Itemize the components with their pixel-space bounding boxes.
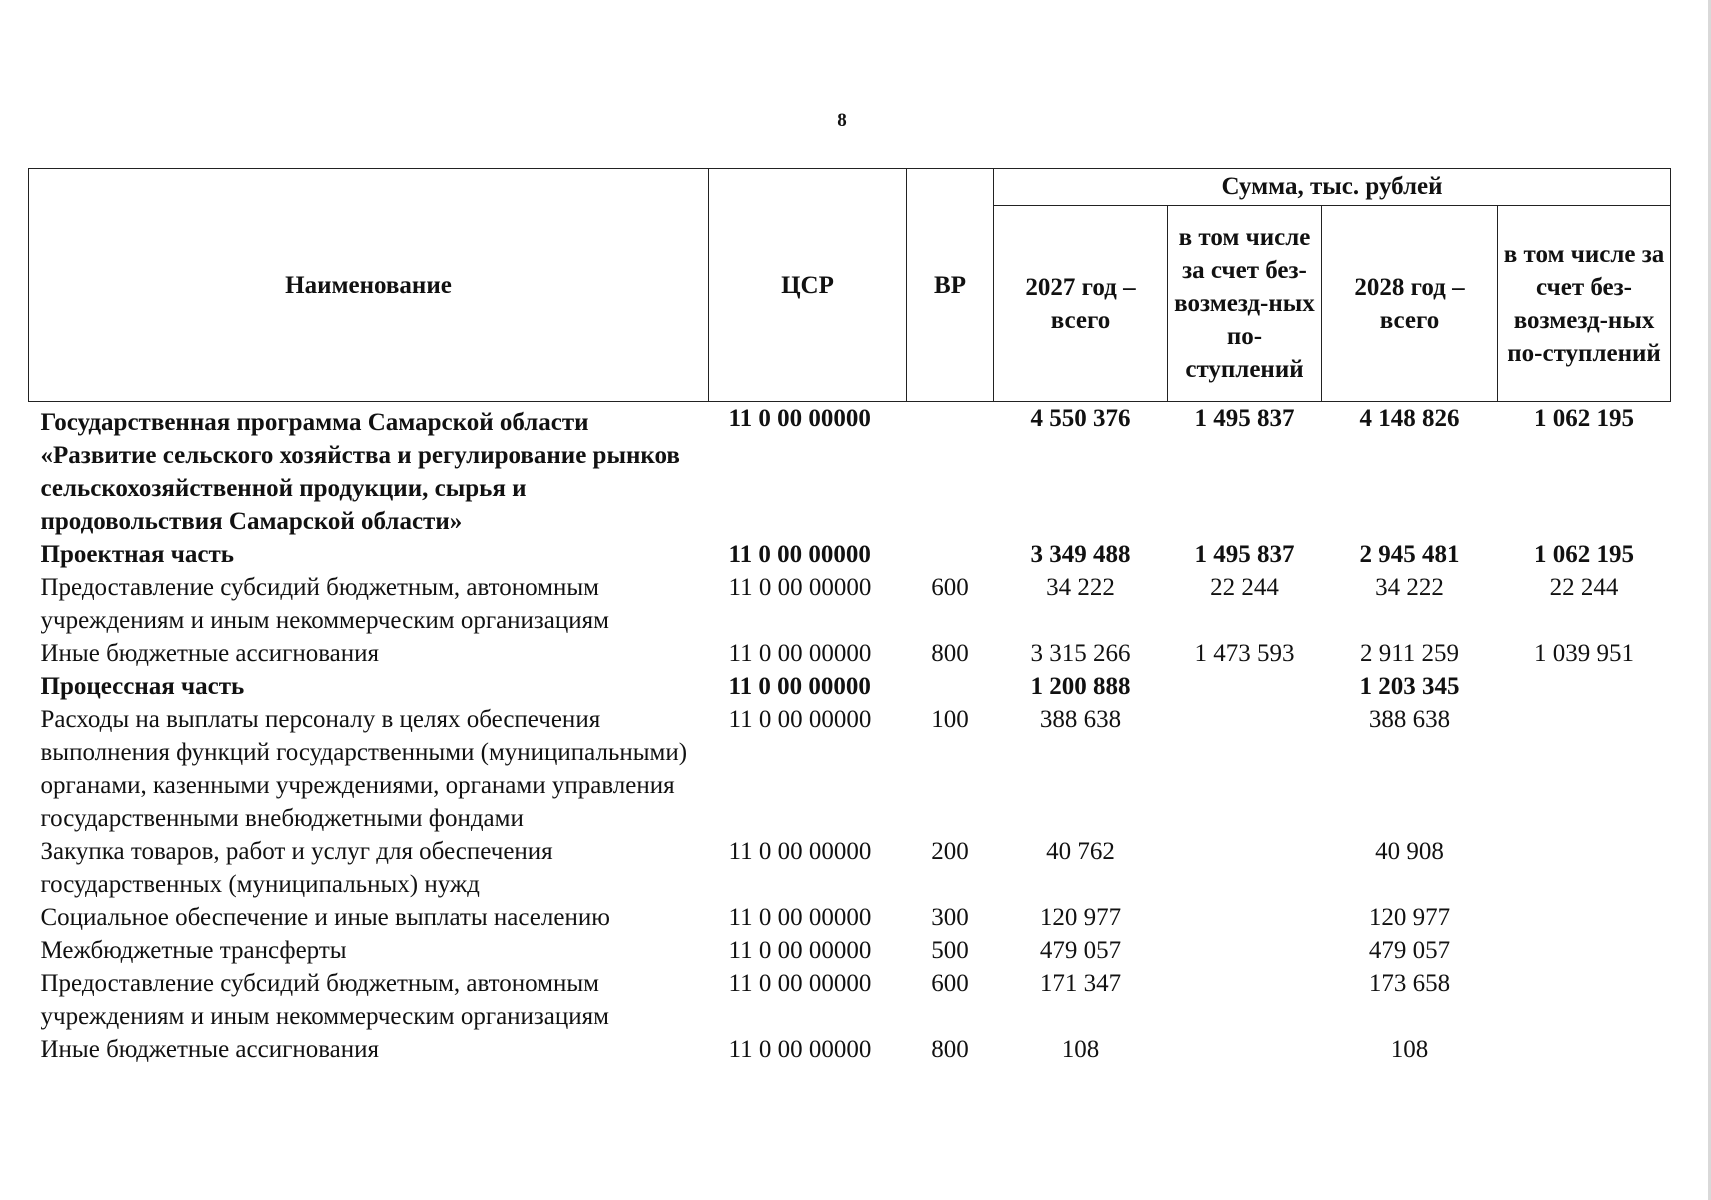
cell-name: Проектная часть bbox=[40, 541, 235, 568]
cell-vr: 300 bbox=[931, 904, 969, 931]
cell-2028-total: 173 658 bbox=[1368, 970, 1451, 997]
cell-csr: 11 0 00 00000 bbox=[728, 706, 872, 733]
cell-2027-grants bbox=[1168, 967, 1322, 1033]
cell-vr: 500 bbox=[931, 937, 969, 964]
cell-csr: 11 0 00 00000 bbox=[728, 838, 872, 865]
cell-name: Расходы на выплаты персоналу в целях обеспечения выполнения функций государственными (муниципальными) органами, казенными учреждениями, органами управления государственными внебюджетными фондами bbox=[40, 706, 688, 832]
cell-2027-total: 34 222 bbox=[1046, 574, 1115, 601]
cell-csr: 11 0 00 00000 bbox=[728, 673, 871, 700]
cell-csr: 11 0 00 00000 bbox=[728, 970, 872, 997]
cell-2027-grants: 1 495 837 bbox=[1194, 541, 1295, 568]
cell-vr bbox=[907, 402, 994, 539]
cell-vr bbox=[907, 538, 994, 571]
cell-2027-total: 108 bbox=[1061, 1036, 1100, 1063]
table-row bbox=[29, 835, 1671, 901]
cell-2027-total: 1 200 888 bbox=[1030, 673, 1131, 700]
cell-2028-total: 2 945 481 bbox=[1359, 541, 1460, 568]
cell-2027-total: 3 349 488 bbox=[1030, 541, 1131, 568]
cell-2027-total: 171 347 bbox=[1039, 970, 1122, 997]
cell-2027-grants bbox=[1168, 901, 1322, 934]
page-number: 8 bbox=[837, 110, 847, 131]
header-2027-grants: в том числе за счет без-возмезд-ных по-ступлений bbox=[1168, 206, 1322, 402]
cell-csr: 11 0 00 00000 bbox=[728, 1036, 872, 1063]
cell-name: Социальное обеспечение и иные выплаты населению bbox=[40, 904, 610, 931]
cell-name: Предоставление субсидий бюджетным, автономным учреждениям и иным некоммерческим организациям bbox=[40, 970, 609, 1030]
cell-2027-grants: 1 473 593 bbox=[1194, 640, 1295, 667]
header-2028-total: 2028 год – всего bbox=[1322, 206, 1498, 402]
cell-2028-grants bbox=[1498, 901, 1671, 934]
table-row bbox=[29, 967, 1671, 1033]
cell-csr: 11 0 00 00000 bbox=[728, 541, 871, 568]
budget-table bbox=[28, 168, 1671, 1066]
cell-name: Закупка товаров, работ и услуг для обеспечения государственных (муниципальных) нужд bbox=[40, 838, 553, 898]
cell-vr: 800 bbox=[931, 640, 969, 667]
cell-2027-total: 120 977 bbox=[1039, 904, 1122, 931]
cell-vr: 600 bbox=[931, 970, 969, 997]
cell-2028-grants bbox=[1498, 670, 1671, 703]
cell-2027-total: 40 762 bbox=[1046, 838, 1115, 865]
table-row bbox=[29, 1033, 1671, 1066]
header-2028-grants: в том числе за счет без-возмезд-ных по-ступлений bbox=[1498, 206, 1671, 402]
cell-2028-total: 2 911 259 bbox=[1359, 640, 1460, 667]
cell-csr: 11 0 00 00000 bbox=[728, 574, 872, 601]
cell-2028-total: 4 148 826 bbox=[1359, 405, 1460, 432]
cell-2028-grants bbox=[1498, 835, 1671, 901]
cell-2028-total: 40 908 bbox=[1375, 838, 1444, 865]
cell-2028-total: 479 057 bbox=[1368, 937, 1451, 964]
header-csr: ЦСР bbox=[709, 169, 907, 402]
cell-2027-total: 479 057 bbox=[1039, 937, 1122, 964]
cell-name: Межбюджетные трансферты bbox=[40, 937, 347, 964]
cell-csr: 11 0 00 00000 bbox=[728, 405, 871, 432]
table-row bbox=[29, 571, 1671, 637]
table-row bbox=[29, 637, 1671, 670]
cell-2027-grants: 1 495 837 bbox=[1194, 405, 1295, 432]
table-row bbox=[29, 402, 1671, 539]
table-body bbox=[29, 402, 1671, 1067]
cell-2027-grants bbox=[1168, 835, 1322, 901]
header-sum-group: Сумма, тыс. рублей bbox=[994, 169, 1671, 206]
cell-2028-total: 108 bbox=[1390, 1036, 1429, 1063]
header-vr: ВР bbox=[907, 169, 994, 402]
cell-vr bbox=[907, 670, 994, 703]
cell-name: Процессная часть bbox=[40, 673, 245, 700]
cell-vr: 200 bbox=[931, 838, 969, 865]
cell-2027-grants: 22 244 bbox=[1210, 574, 1279, 601]
cell-2027-grants bbox=[1168, 1033, 1322, 1066]
cell-2027-grants bbox=[1168, 670, 1322, 703]
cell-2028-grants: 1 062 195 bbox=[1534, 541, 1635, 568]
cell-2028-grants bbox=[1498, 703, 1671, 835]
cell-2028-total: 34 222 bbox=[1375, 574, 1444, 601]
cell-2027-total: 388 638 bbox=[1039, 706, 1122, 733]
cell-name: Предоставление субсидий бюджетным, автономным учреждениям и иным некоммерческим организациям bbox=[40, 574, 609, 634]
table-row bbox=[29, 901, 1671, 934]
cell-2028-grants bbox=[1498, 1033, 1671, 1066]
table-row bbox=[29, 670, 1671, 703]
cell-2028-grants: 22 244 bbox=[1549, 574, 1619, 601]
cell-vr: 100 bbox=[931, 706, 969, 733]
header-name: Наименование bbox=[29, 169, 709, 402]
cell-vr: 600 bbox=[931, 574, 969, 601]
table-header bbox=[29, 169, 1671, 402]
cell-2027-grants bbox=[1168, 934, 1322, 967]
cell-2027-grants bbox=[1168, 703, 1322, 835]
cell-name: Иные бюджетные ассигнования bbox=[40, 1036, 380, 1063]
cell-2028-grants bbox=[1498, 967, 1671, 1033]
cell-2028-total: 388 638 bbox=[1368, 706, 1451, 733]
cell-2027-total: 4 550 376 bbox=[1030, 405, 1131, 432]
cell-name: Иные бюджетные ассигнования bbox=[40, 640, 380, 667]
cell-2027-total: 3 315 266 bbox=[1030, 640, 1131, 667]
header-2027-total: 2027 год – всего bbox=[994, 206, 1168, 402]
table-row bbox=[29, 703, 1671, 835]
cell-2028-grants: 1 039 951 bbox=[1534, 640, 1635, 667]
cell-csr: 11 0 00 00000 bbox=[728, 640, 872, 667]
cell-2028-total: 120 977 bbox=[1368, 904, 1451, 931]
table-row bbox=[29, 934, 1671, 967]
cell-csr: 11 0 00 00000 bbox=[728, 904, 872, 931]
cell-2028-grants: 1 062 195 bbox=[1534, 405, 1635, 432]
table-row bbox=[29, 538, 1671, 571]
cell-2028-grants bbox=[1498, 934, 1671, 967]
cell-2028-total: 1 203 345 bbox=[1359, 673, 1460, 700]
cell-vr: 800 bbox=[931, 1036, 969, 1063]
cell-name: Государственная программа Самарской области «Развитие сельского хозяйства и регулирование рынков сельскохозяйственной продукции, сырья и продовольствия Самарской области» bbox=[40, 409, 680, 535]
cell-csr: 11 0 00 00000 bbox=[728, 937, 872, 964]
